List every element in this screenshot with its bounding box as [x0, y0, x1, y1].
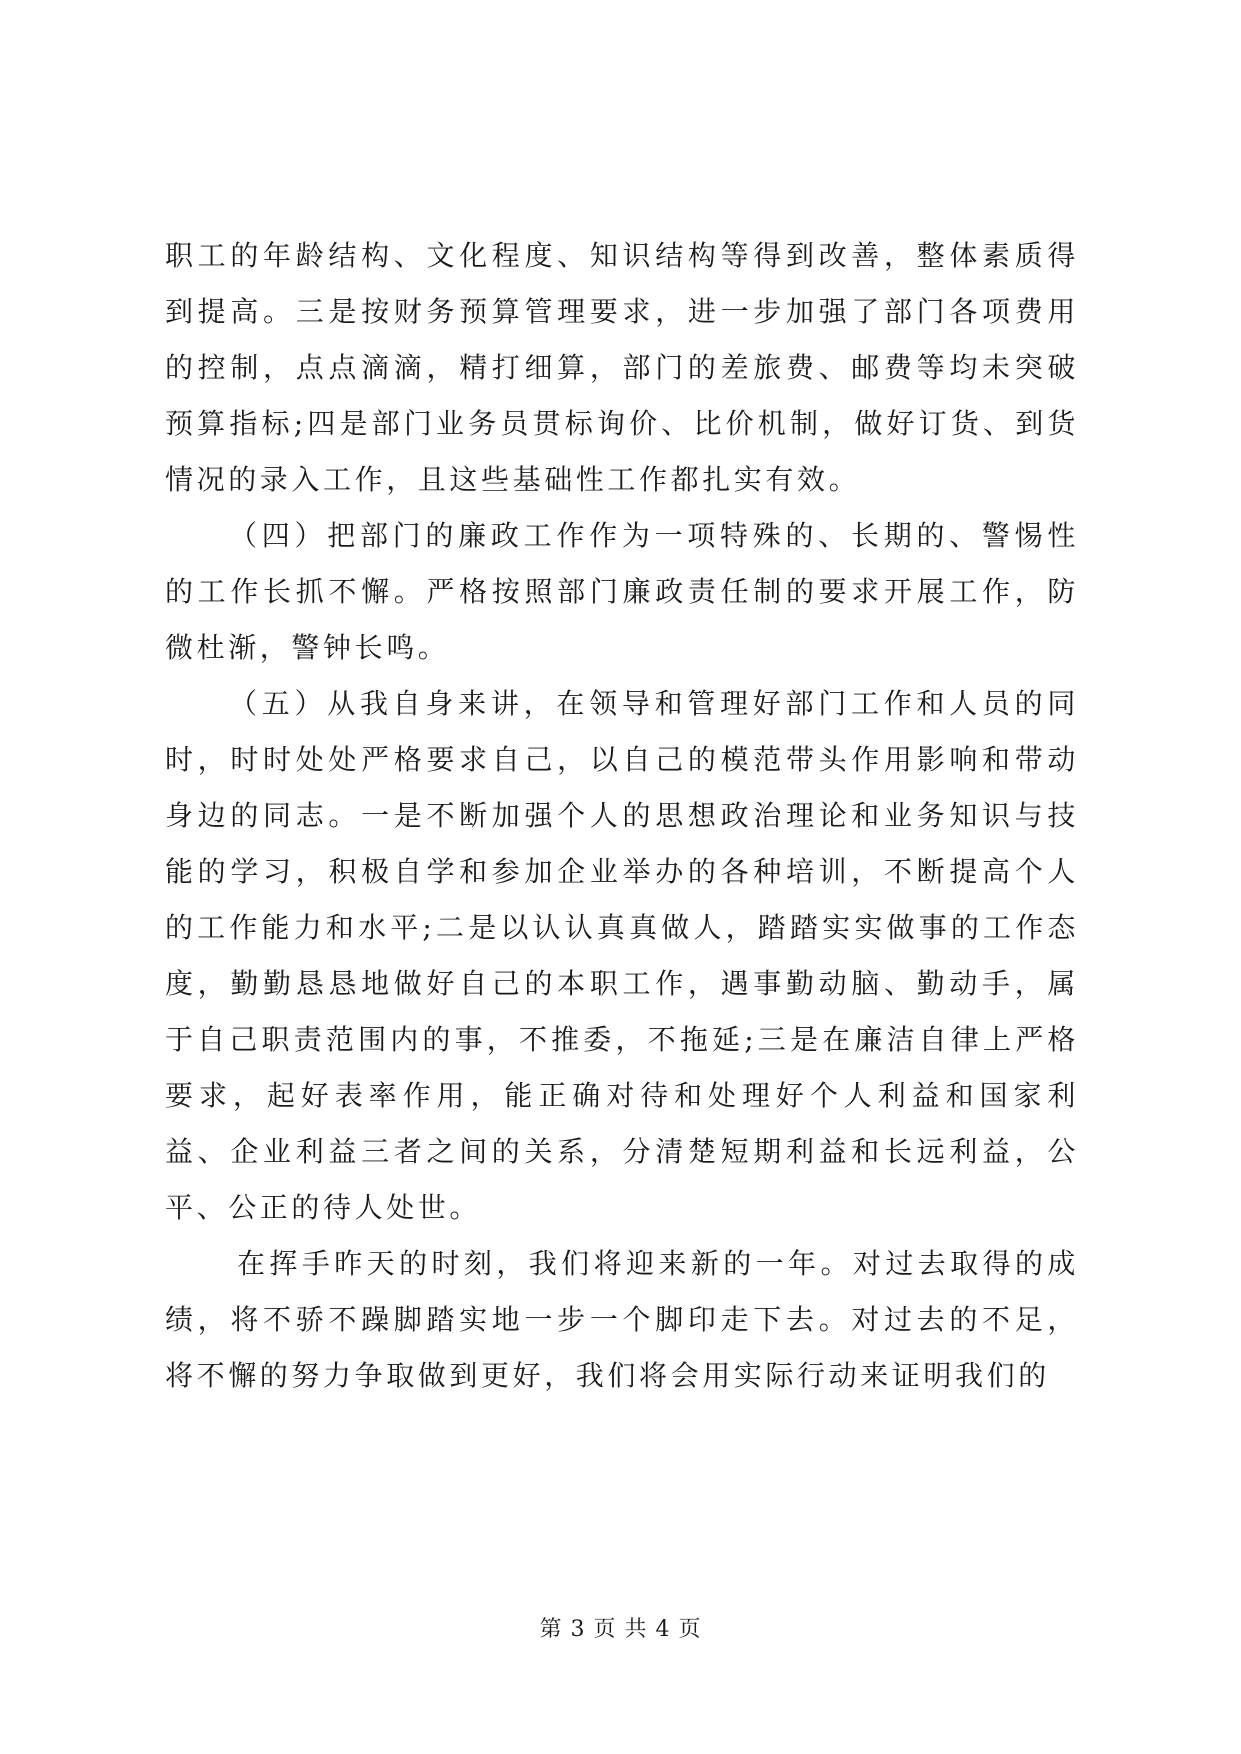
paragraph-1: 职工的年龄结构、文化程度、知识结构等得到改善，整体素质得到提高。三是按财务预算管理要求，进一步加强了部门各项费用的控制，点点滴滴，精打细算，部门的差旅费、邮费等均未突破预算指标;四是部门业务员贯标询价、比价机制，做好订货、到货情况的录入工作，且这些基础性工作都扎实有效。: [165, 239, 1079, 496]
document-body: [165, 228, 1079, 1404]
paragraph-4: 在挥手昨天的时刻，我们将迎来新的一年。对过去取得的成绩，将不骄不躁脚踏实地一步一个脚印走下去。对过去的不足，将不懈的努力争取做到更好，我们将会用实际行动来证明我们的: [165, 1247, 1079, 1392]
paragraph-3: （五）从我自身来讲，在领导和管理好部门工作和人员的同时，时时处处严格要求自己，以自己的模范带头作用影响和带动身边的同志。一是不断加强个人的思想政治理论和业务知识与技能的学习，积极自学和参加企业举办的各种培训，不断提高个人的工作能力和水平;二是以认认真真做人，踏踏实实做事的工作态度，勤勤恳恳地做好自己的本职工作，遇事勤动脑、勤动手，属于自己职责范围内的事，不推委，不拖延;三是在廉洁自律上严格要求，起好表率作用，能正确对待和处理好个人利益和国家利益、企业利益三者之间的关系，分清楚短期利益和长远利益，公平、公正的待人处世。: [165, 687, 1079, 1224]
page-number-footer: 第 3 页 共 4 页: [539, 1617, 702, 1642]
paragraph-2: （四）把部门的廉政工作作为一项特殊的、长期的、警惕性的工作长抓不懈。严格按照部门廉政责任制的要求开展工作，防微杜渐，警钟长鸣。: [165, 519, 1079, 664]
